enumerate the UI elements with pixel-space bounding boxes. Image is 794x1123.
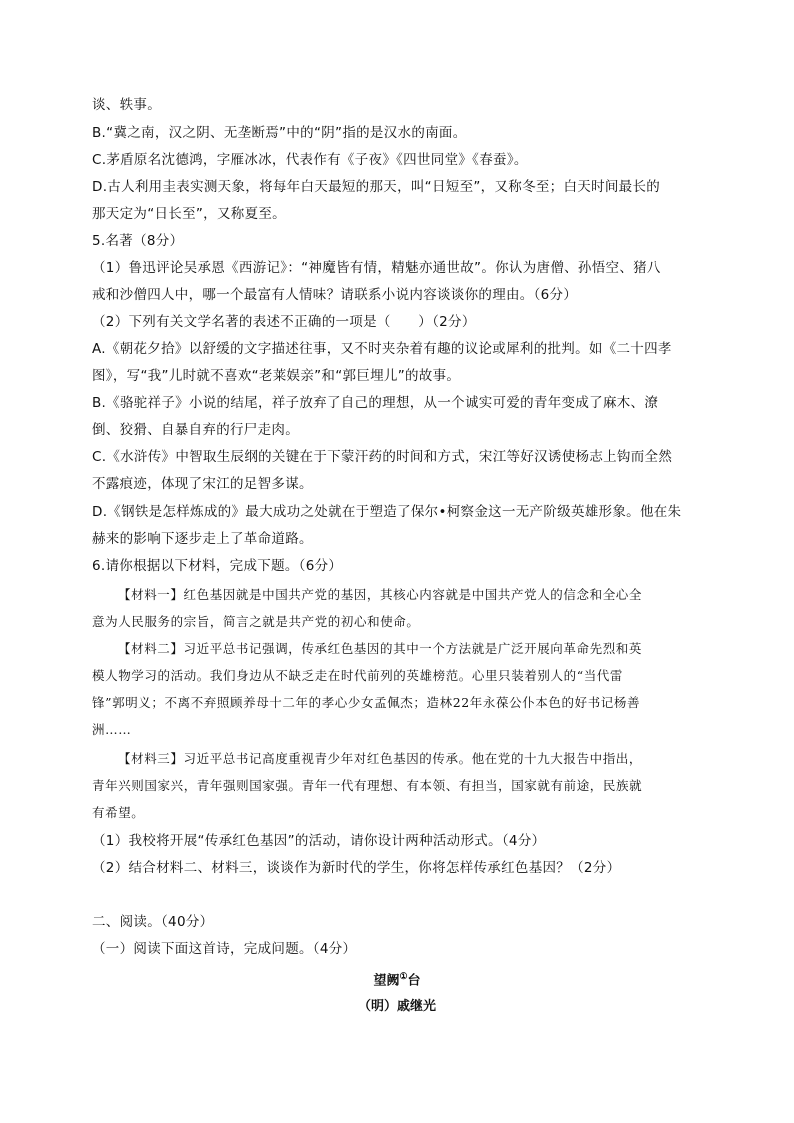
material-text: 有希望。 (92, 805, 145, 820)
text-line: 不露痕迹，体现了宋江的足智多谋。 (92, 476, 313, 492)
material-text: 意为人民服务的宗旨，简言之就是共产党的初心和使命。 (92, 614, 420, 629)
text-line: 倒、狡猾、自暴自弃的行尸走肉。 (92, 422, 299, 438)
sub-question: （1）我校将开展“传承红色基因”的活动，请你设计两种活动形式。（4分） (92, 833, 546, 849)
material-text: 青年兴则国家兴，青年强则国家强。青年一代有理想、有本领、有担当，国家就有前途，民族就 (92, 778, 643, 793)
text-line: 谈、轶事。 (92, 97, 161, 113)
material-one: 【材料一】红色基因就是中国共产党的基因，其核心内容就是中国共产党人的信念和全心全 (118, 587, 643, 602)
material-text: 锋”郭明义；不离不弃照顾养母十二年的孝心少女孟佩杰；造林22年永葆公仆本色的好书记杨善 (92, 695, 641, 710)
poem-title: 望阙①台 (373, 972, 421, 989)
section-heading: 二、阅读。（40分） (92, 914, 214, 930)
text-line: （1）鲁迅评论吴承恩《西游记》：“神魔皆有情，精魅亦通世故”。你认为唐僧、孙悟空、猪八 (92, 260, 661, 276)
material-two: 【材料二】习近平总书记强调，传承红色基因的其中一个方法就是广泛开展向革命先烈和英 (118, 641, 643, 656)
text-line: D.古人利用圭表实测天象，将每年白天最短的那天，叫“日短至”，又称冬至；白天时间最长的 (92, 179, 661, 195)
sub-question: （2）结合材料二、材料三，谈谈作为新时代的学生，你将怎样传承红色基因？（2分） (92, 860, 621, 876)
material-three: 【材料三】习近平总书记高度重视青少年对红色基因的传承。他在党的十九大报告中指出， (118, 751, 643, 766)
subsection-heading: （一）阅读下面这首诗，完成问题。（4分） (92, 941, 357, 957)
question-heading: 5.名著（8分） (92, 233, 184, 249)
option-d: D.《钢铁是怎样炼成的》最大成功之处就在于塑造了保尔•柯察金这一无产阶级英雄形象。他在朱 (92, 504, 682, 520)
text-line: 赫来的影响下逐步走上了革命道路。 (92, 531, 313, 547)
question-heading: 6.请你根据以下材料，完成下题。（6分） (92, 558, 343, 574)
text-line: 那天定为“日长至”，又称夏至。 (92, 206, 286, 222)
text-line: （2）下列有关文学名著的表述不正确的一项是（ ）（2分） (92, 314, 476, 330)
text-line: B.“冀之南，汉之阴、无垄断焉”中的“阴”指的是汉水的南面。 (92, 125, 467, 141)
footnote-marker: ① (399, 972, 408, 982)
text-line: 戒和沙僧四人中，哪一个最富有人情味？请联系小说内容谈谈你的理由。（6分） (92, 287, 578, 303)
material-text: 洲…… (92, 722, 132, 737)
material-text: 模人物学习的活动。我们身边从不缺乏走在时代前列的英雄榜范。心里只装着别人的“当代雷 (92, 668, 623, 683)
option-b: B.《骆驼祥子》小说的结尾，祥子放弃了自己的理想，从一个诚实可爱的青年变成了麻木、潦 (92, 395, 659, 411)
text-line: C.茅盾原名沈德鸿，字雁冰冰，代表作有《子夜》《四世同堂》《春蚕》。 (92, 152, 528, 168)
option-c: C.《水浒传》中智取生辰纲的关键在于下蒙汗药的时间和方式，宋江等好汉诱使杨志上钩而全然 (92, 449, 673, 465)
option-a: A.《朝花夕拾》以舒缓的文字描述往事，又不时夹杂着有趣的议论或犀利的批判。如《二十四孝 (92, 341, 672, 357)
text-line: 图》，写“我”儿时就不喜欢“老莱娱亲”和“郭巨埋儿”的故事。 (92, 368, 461, 384)
poem-author: （明）戚继光 (357, 999, 436, 1014)
